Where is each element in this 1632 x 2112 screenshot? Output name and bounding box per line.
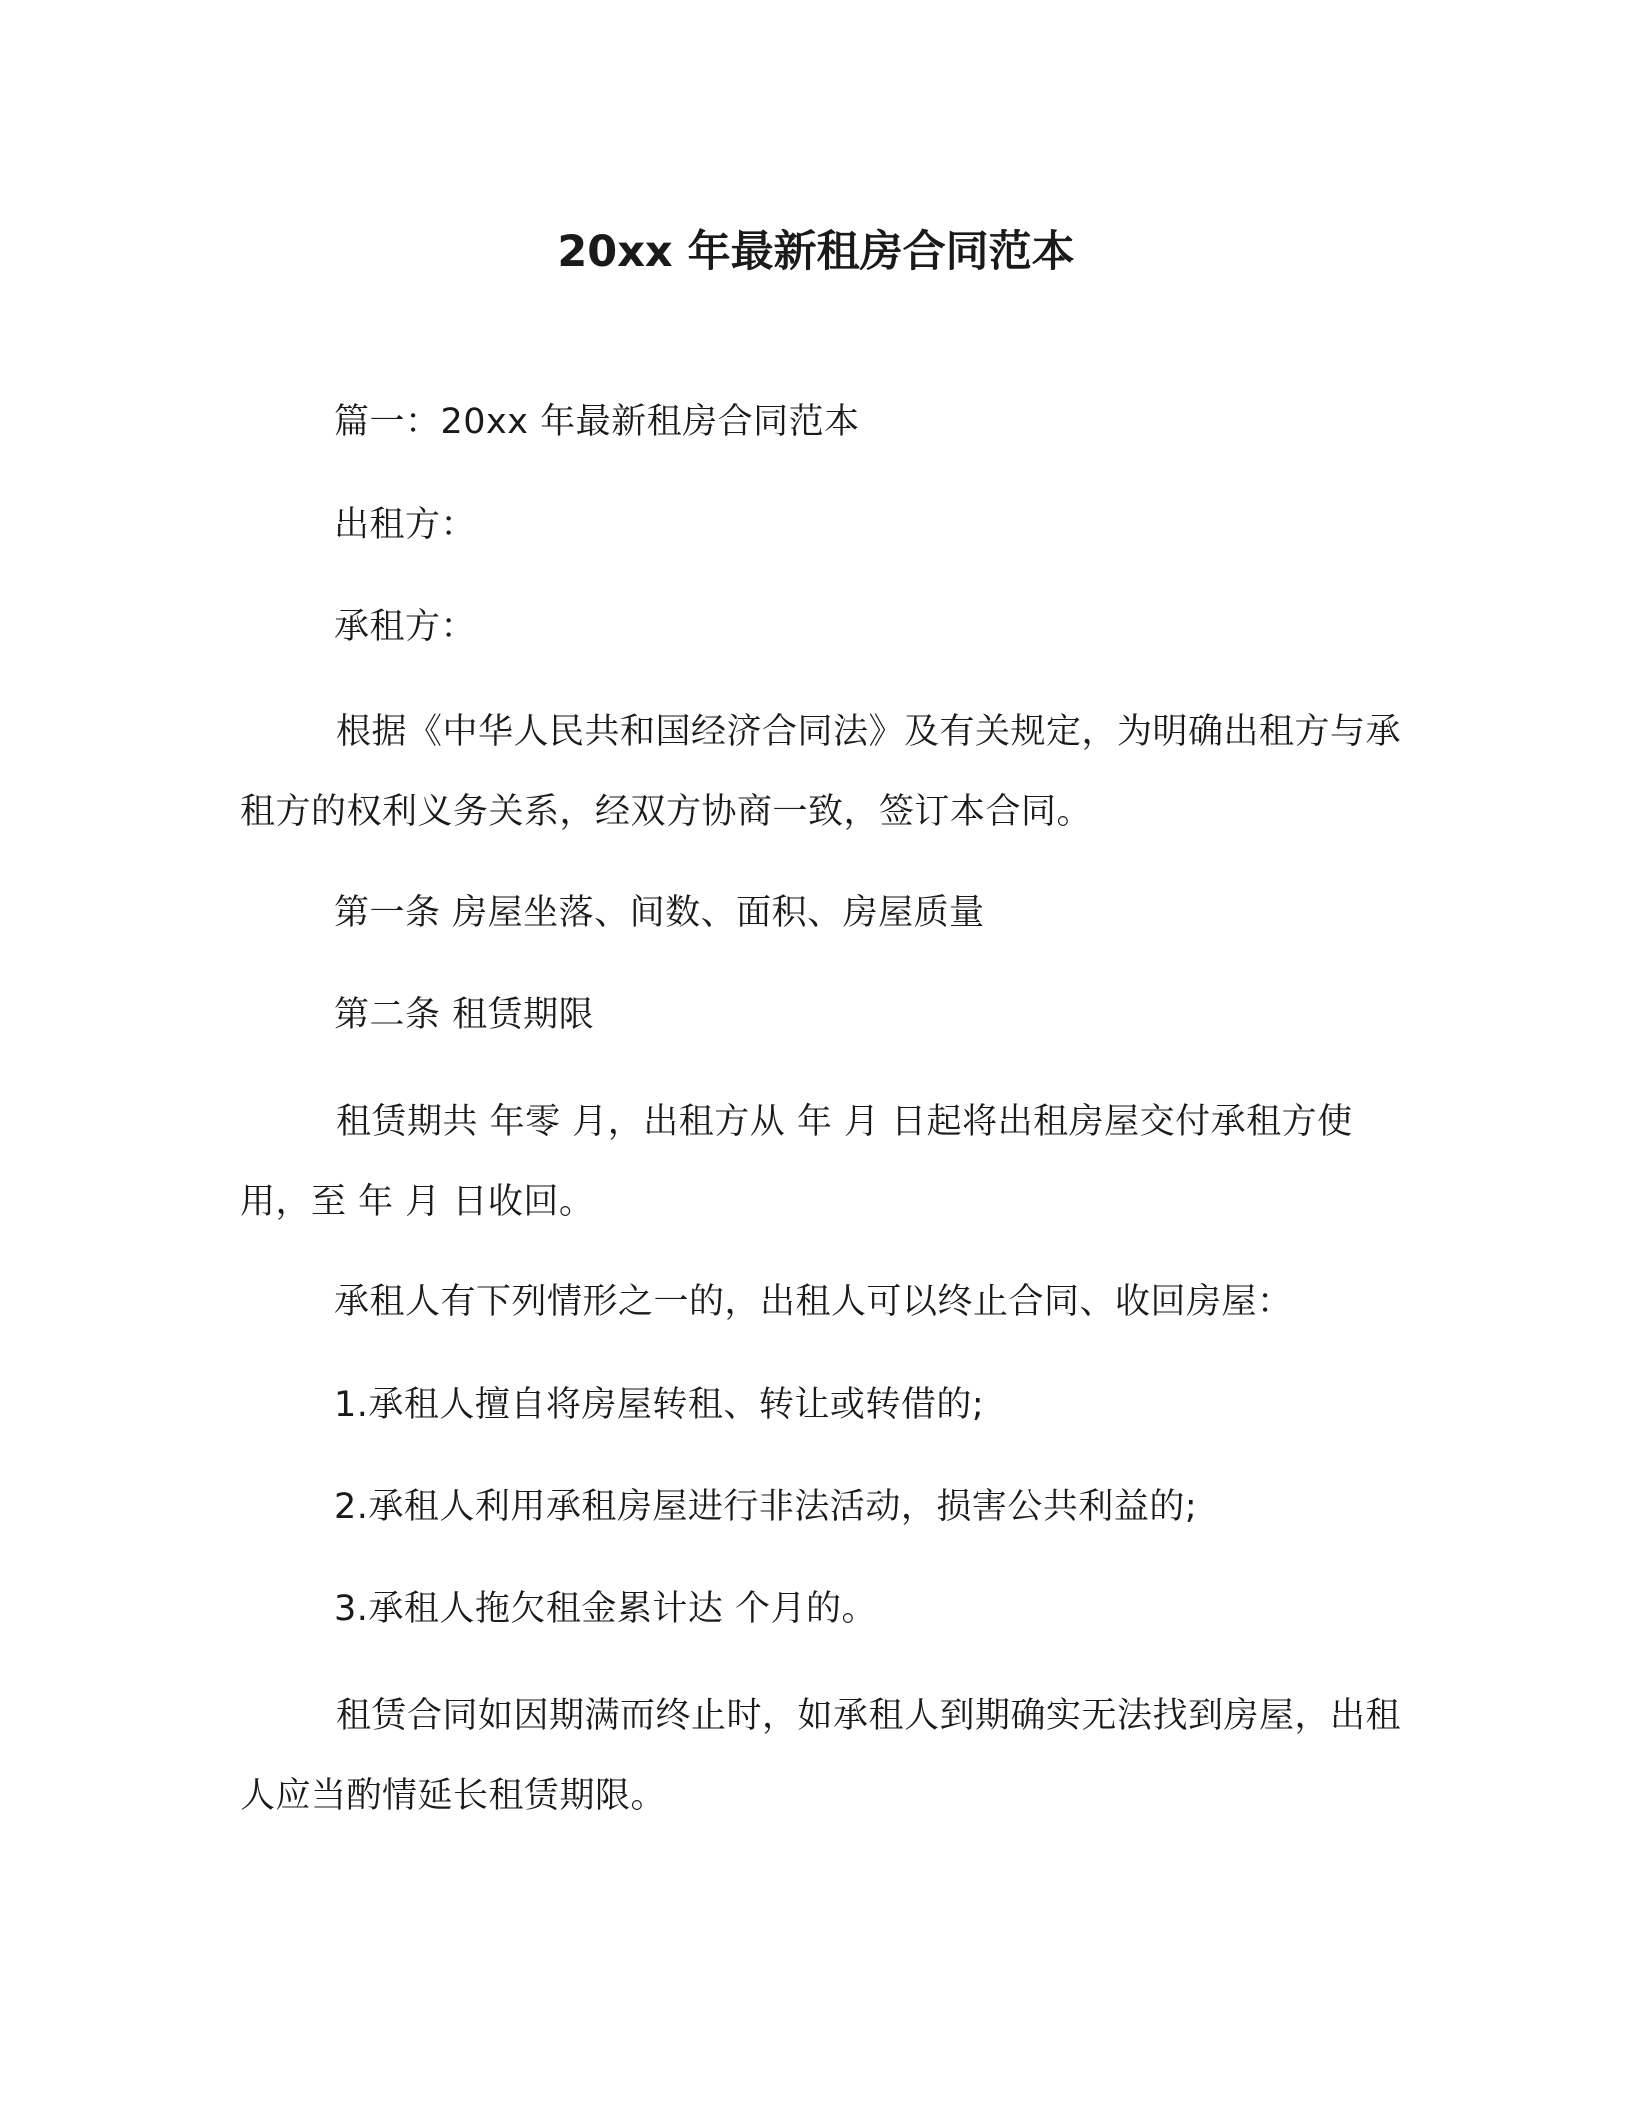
termination-intro: 承租人有下列情形之一的，出租人可以终止合同、收回房屋：	[334, 1282, 1293, 1322]
termination-item-1: 1.承租人擅自将房屋转租、转让或转借的;	[334, 1385, 985, 1425]
section-heading: 篇一：20xx 年最新租房合同范本	[334, 402, 860, 442]
termination-item-2: 2.承租人利用承租房屋进行非法活动，损害公共利益的;	[334, 1487, 1198, 1527]
document-title: 20xx 年最新租房合同范本	[557, 227, 1075, 277]
preamble-paragraph: 根据《中华人民共和国经济合同法》及有关规定，为明确出租方与承租方的权利义务关系，经双方协商一致，签订本合同。	[240, 712, 1402, 832]
term-paragraph: 租赁期共 年零 月，出租方从 年 月 日起将出租房屋交付承租方使用，至 年 月 日收回。	[240, 1102, 1353, 1222]
article-1-heading: 第一条 房屋坐落、间数、面积、房屋质量	[334, 893, 985, 933]
extension-paragraph: 租赁合同如因期满而终止时，如承租人到期确实无法找到房屋，出租人应当酌情延长租赁期限。	[240, 1696, 1402, 1816]
termination-item-3: 3.承租人拖欠租金累计达 个月的。	[334, 1589, 878, 1629]
lessee-label: 承租方：	[334, 607, 477, 647]
article-2-heading: 第二条 租赁期限	[334, 995, 595, 1035]
lessor-label: 出租方：	[334, 505, 477, 545]
